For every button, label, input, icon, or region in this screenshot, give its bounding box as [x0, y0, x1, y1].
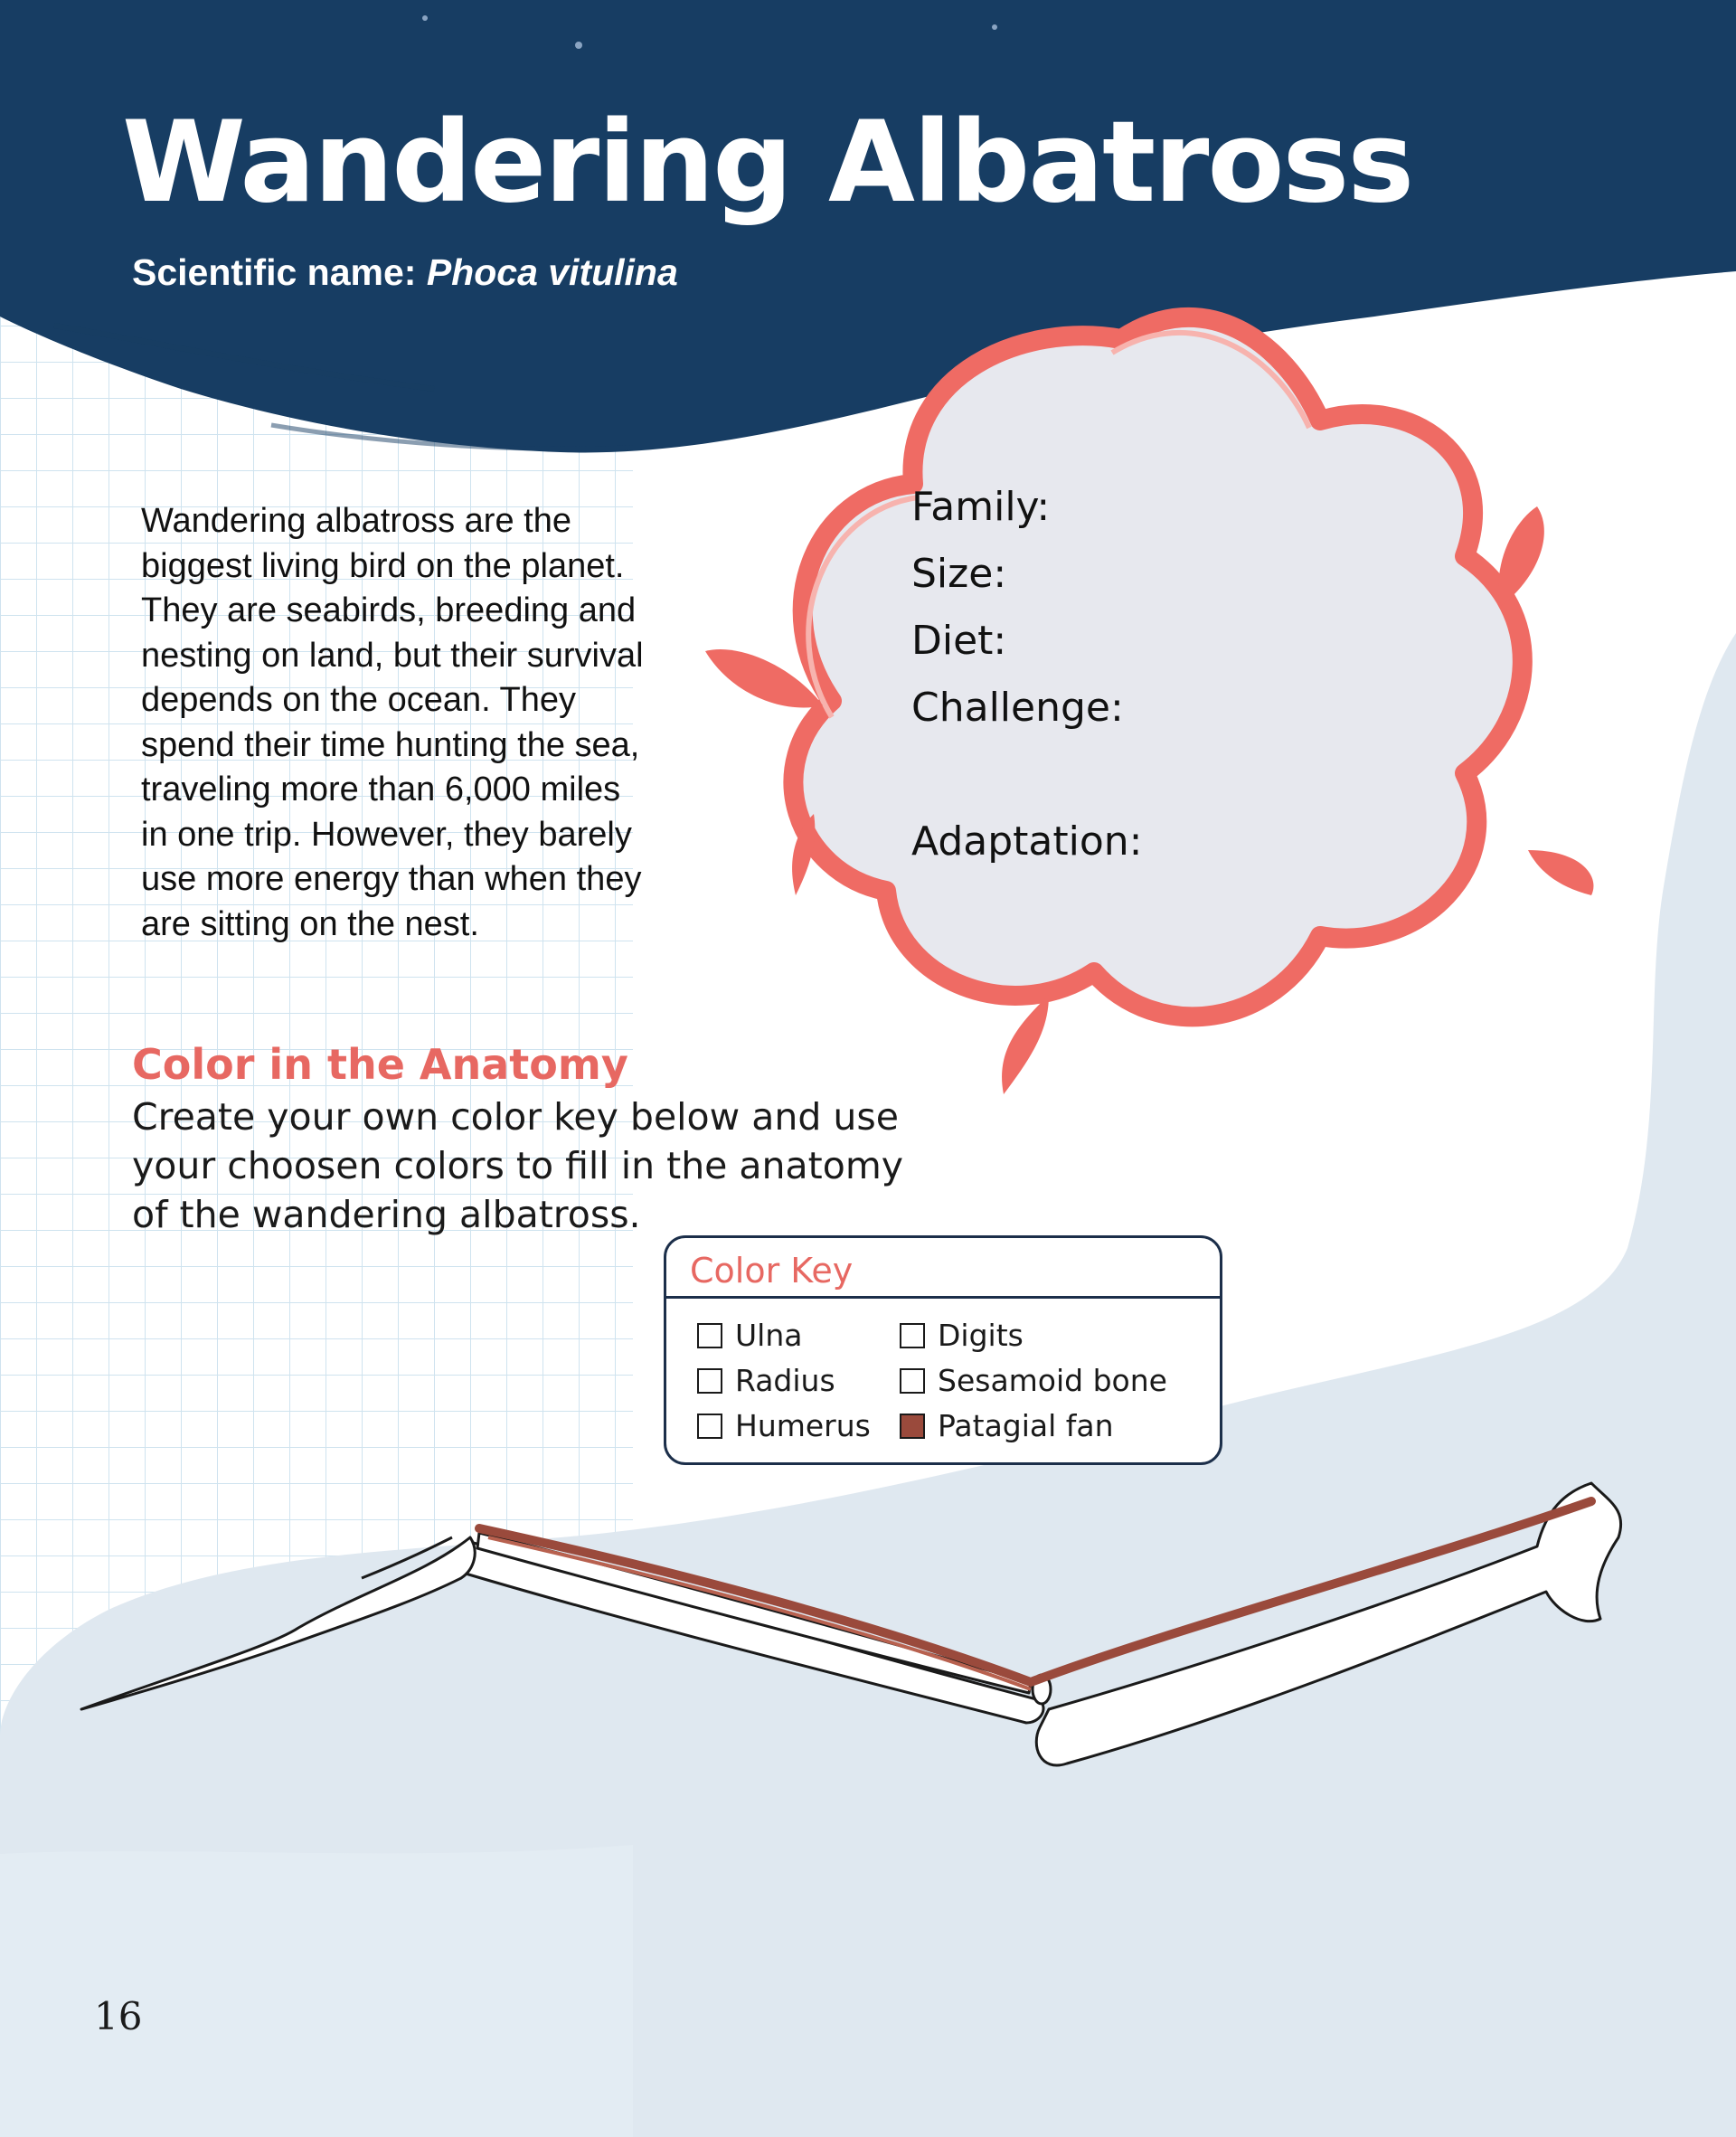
color-key-item-patagial-fan	[900, 1408, 1114, 1443]
anatomy-instructions: Create your own color key below and use your choosen colors to fill in the anatomy of the wandering albatross.	[132, 1095, 904, 1236]
color-key-label: Patagial fan	[938, 1408, 1114, 1443]
scientific-name	[132, 251, 678, 294]
color-key-item-sesamoid-bone	[900, 1363, 1167, 1398]
color-key-panel	[664, 1235, 1222, 1465]
page-title: Wandering Albatross	[122, 98, 1413, 228]
fact-challenge-label: Challenge:	[911, 685, 1124, 731]
color-key-item-ulna	[697, 1318, 802, 1353]
checkbox-filled-icon[interactable]	[900, 1414, 925, 1439]
color-key-label: Ulna	[735, 1318, 803, 1353]
color-key-label: Humerus	[735, 1408, 871, 1443]
checkbox-icon[interactable]	[900, 1368, 925, 1394]
checkbox-icon[interactable]	[697, 1414, 722, 1439]
scientific-name-label: Scientific name:	[132, 251, 427, 293]
color-key-item-humerus	[697, 1408, 871, 1443]
checkbox-icon[interactable]	[900, 1323, 925, 1348]
fact-diet-label: Diet:	[911, 618, 1007, 664]
fact-size-label: Size:	[911, 551, 1007, 597]
color-key-item-radius	[697, 1363, 835, 1398]
color-key-divider	[666, 1296, 1220, 1299]
fact-adaptation-label: Adaptation:	[911, 818, 1143, 865]
fact-splat	[793, 317, 1522, 1017]
splat-drop	[1528, 850, 1593, 895]
checkbox-icon[interactable]	[697, 1368, 722, 1394]
page-number: 16	[94, 1994, 143, 2038]
splat-drop	[1002, 995, 1049, 1094]
color-key-label: Sesamoid bone	[938, 1363, 1167, 1398]
color-key-title: Color Key	[690, 1251, 854, 1291]
ocean-shape-lower	[0, 1845, 633, 2137]
color-key-item-digits	[900, 1318, 1024, 1353]
fact-family-label: Family:	[911, 484, 1051, 530]
anatomy-heading: Color in the Anatomy	[132, 1040, 628, 1089]
checkbox-icon[interactable]	[697, 1323, 722, 1348]
splat-drop	[1498, 506, 1543, 606]
intro-paragraph: Wandering albatross are the biggest living bird on the planet. They are seabirds, breeding and nesting on land, but their survival depends on the ocean. They spend their time hunting the sea, traveling more than 6,000 miles in one trip. However, they barely use more energy than when they are sitting on the nest.	[141, 502, 644, 943]
color-key-label: Radius	[735, 1363, 835, 1398]
color-key-label: Digits	[938, 1318, 1024, 1353]
scientific-name-value: Phoca vitulina	[426, 251, 678, 293]
